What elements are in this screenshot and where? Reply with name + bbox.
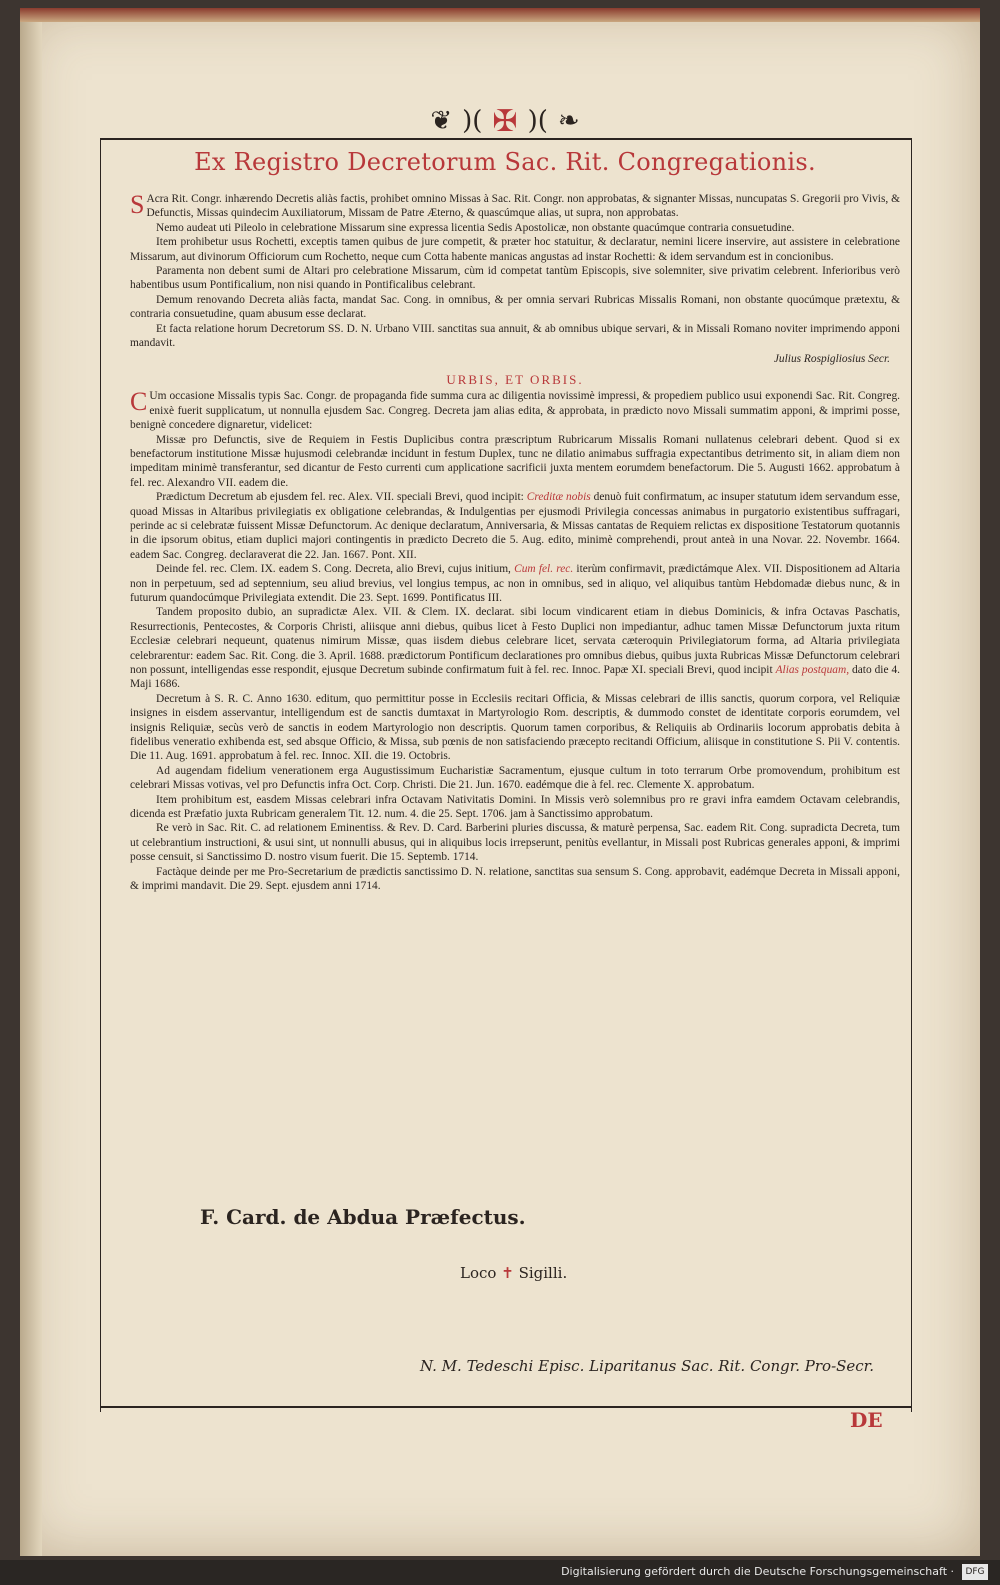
paragraph: Et facta relatione horum Decretorum SS. D. N. Urbano VIII. sanctitas sua annuit, & ab omnibus ubique servari, & in Missali Romano noviter imprimendo apponi mandavit. — [130, 322, 900, 350]
drop-cap: S — [130, 190, 145, 219]
frame-bottom-rule — [100, 1406, 912, 1408]
page-edge — [20, 8, 42, 1556]
paragraph: Nemo audeat uti Pileolo in celebratione Missarum sine expressa licentia Sedis Apostolicæ, non obstante quacúmque contraria consuetudine. — [156, 221, 795, 234]
paragraph: Tandem proposito dubio, an supradictæ Alex. VII. & Clem. IX. declarat. sibi locum vindicarent etiam in diebus Dominicis, & infra Octavas Paschatis, Resurrectionis, Pentecostes, & Corporis Christi, aliisque anni diebus, quibus licet à Festo Duplici non impediantur, adhuc tamen Missæ Defunctorum juxta ritum Ecclesiæ celebrari nequeunt, quatenus nimirum Missæ, quas iisdem diebus celebrare licet, servata cæteroquin Privilegiatorum forma, ad Altaria privilegiata celebrarentur: eadem Sac. Rit. Cong. die 3. April. 1688. prædictorum Pontificum declarationes pro omnibus diebus, quibus juxta Rubricas Missæ Defunctorum celebrari non possunt, intelligendas esse respondit, ejusque Decretum subinde confirmatum fuit à fel. rec. Innoc. Papæ XI. speciali Brevi, quod incipit Alias postquam, dato die 4. Maji 1686. — [130, 606, 900, 691]
paragraph: C Um occasione Missalis typis Sac. Congr. de propaganda fide summa cura ac diligentia novissimè impressi, & propediem publico usui exponendi Sac. Rit. Congreg. enixè fuerit supplicatum, ut nonnulla ejusdem Sac. Congreg. Decreta jam alias edita, & approbata, in prædicto novo Missali summatim apponi, & imprimi posse, benignè concedere dignaretur, videlicet: — [130, 387, 900, 432]
scroll-ornament-icon: ❦ — [430, 106, 453, 136]
section-heading: URBIS, ET ORBIS. — [446, 371, 584, 387]
signature: Julius Rospigliosius Secr. — [773, 353, 890, 366]
footer-bar — [0, 1560, 1000, 1585]
paragraph: Decretum à S. R. C. Anno 1630. editum, quo permittitur posse in Ecclesiis recitari Officia, & Missas celebrari de illis sanctis, quorum corpora, vel Reliquiæ insignes in eisdem asservantur, intelligendum est de sanctis dumtaxat in Martyrologio Rom. descriptis, & dummodo constet de identitate corporis eorumdem, vel insignis Reliquiæ, secùs verò de sanctis in eodem Martyrologio non descriptis. Quorum tamen corporibus, & Reliquiis ab Ordinariis locorum approbatis debita à fidelibus veneratio exhibenda est, sed absque Officio, & Missa, sub pœnis de non satisfaciendo præcepto recitandi Officium, aliisque in constitutione S. Pii V. contentis. Die 11. Aug. 1691. approbatum à fel. rec. Innoc. XII. die 19. Octobris. — [130, 692, 900, 763]
dfg-logo: DFG — [962, 1564, 988, 1580]
paragraph: Item prohibetur usus Rochetti, exceptis tamen quibus de jure competit, & præter hoc statuitur, & declaratur, nemini licere inservire, aut assistere in celebratione Missarum, aut divinorum Officiorum cum Rochetto, neque cum Cotta habente manicas angustas ad instar Rochetti: & idem servandum est in concionibus. — [130, 236, 900, 263]
cross-ornament-icon: ✠ — [492, 103, 518, 139]
cross-icon: ✝ — [501, 1264, 514, 1282]
library-stamp: DE — [850, 1408, 883, 1432]
paragraph: Paramenta non debent sumi de Altari pro celebratione Missarum, cùm id competat tantùm Episcopis, sive solemniter, sive privatim celebrent. Inferioribus verò habentibus usum Pontificalium, non nisi quando in Pontificalibus celebrant. — [130, 265, 900, 292]
top-edge — [20, 8, 980, 22]
paragraph: Demum renovando Decreta aliàs facta, mandat Sac. Cong. in omnibus, & per omnia servari Rubricas Missalis Romani, non obstante quocúmque prætextu, & contraria consuetudine, quam abusum esse declarat. — [130, 293, 900, 321]
header-ornament: ❦ )( ✠ )( ❧ — [430, 103, 580, 139]
paragraph: Factàque deinde per me Pro-Secretarium de prædictis sanctissimo D. N. relatione, sanctitas sua sensum S. Cong. approbavit, eadémque Decreta in Missali apponi, & imprimi mandavit. Die 29. Sept. ejusdem anni 1714. — [130, 865, 900, 893]
paragraph: Re verò in Sac. Rit. C. ad relationem Eminentiss. & Rev. D. Card. Barberini pluries discussa, & maturè perpensa, Sac. eadem Rit. Cong. supradicta Decreta, tum ut celebrantium instructioni, & usui sint, ut nonnulli abusus, qui in aliquibus locis irrepserunt, penitùs evellantur, in Missali post Rubricas generales apponi, & imprimi posse censuit, si Sanctissimo D. nostro visum fuerit. Die 15. Septemb. 1714. — [130, 822, 900, 864]
paragraph: Prædictum Decretum ab ejusdem fel. rec. Alex. VII. speciali Brevi, quod incipit: Creditæ nobis denuò fuit confirmatum, ac insuper statutum idem servandum esse, quoad Missas in Altaribus privilegiatis ex obligatione celebrandas, & Indulgentias per ejusmodi Privilegia concessas animabus in purgatorio existentibus suffragari, perinde ac si celebratæ fuissent Missæ Defunctorum. Ac denique declaratum, Anniversaria, & Missas cantatas de Requiem relictas ex dispositione Testatorum quotannis in die ipsorum obitus, etiam duplici majori contingentis in prædicto Decreto die 5. Aug. edito, minimè comprehendi, prout anteà in una Novar. 22. Novembr. 1664. eadem Sac. Congreg. declaraverat die 22. Jan. 1667. Pont. XII. — [130, 491, 900, 561]
rubric-incipit: Cum fel. rec. — [514, 563, 574, 576]
paragraph: Missæ pro Defunctis, sive de Requiem in Festis Duplicibus contra præscriptum Rubricarum Missalis Romani nullatenus celebrari debent. Quod si ex benefactorum institutione Missæ hujusmodi celebrandæ incidunt in festum Duplex, tunc ne dilatio animabus suffragia expectantibus detrimento sit, in aliam diem non impeditam minimè transferantur, sed dicantur de Festo currenti cum applicatione sacrificii juxta mentem eorumdem benefactorum. Die 5. Augusti 1662. approbatum à fel. rec. Alexandro VII. eadem die. — [130, 433, 900, 489]
rubric-incipit: Alias postquam, — [775, 664, 850, 676]
paragraph: Ad augendam fidelium venerationem erga Augustissimum Eucharistiæ Sacramentum, ejusque cultum in toto terrarum Orbe promovendum, prohibitum est celebrari Missas votivas, vel pro Defunctis infra Oct. Corp. Christi. Die 21. Jun. 1670. eadémque die à fel. rec. Clemente X. approbatum. — [130, 764, 900, 792]
paragraph: Item prohibitum est, easdem Missas celebrari infra Octavam Nativitatis Domini. In Missis verò solemnibus pro re gravi infra eamdem Octavam celebrandis, dicenda est Præfatio juxta Rubricam generalem Tit. 12. num. 4. die 25. Sept. 1706. jam à Sanctissimo approbatum. — [130, 793, 900, 821]
footer-credit: Digitalisierung gefördert durch die Deutsche Forschungsgemeinschaft · — [561, 1565, 954, 1578]
scroll-ornament-icon: ❧ — [557, 106, 580, 136]
drop-cap: C — [130, 387, 148, 417]
paragraph: S Acra Rit. Congr. inhærendo Decretis aliàs factis, prohibet omnino Missas à Sac. Rit. Congr. non approbatas, & signanter Missas, nuncupatas S. Gregorii pro Vivis, & Defunctis, Missas quindecim Auxiliatorum, Missam de Patre Æterno, & quascúmque alias, ut supra, non approbatas. — [130, 190, 900, 220]
prefect-signature: F. Card. de Abdua Præfectus. — [200, 1205, 526, 1229]
seal-line: Loco ✝ Sigilli. — [460, 1264, 568, 1282]
document-body — [130, 192, 900, 894]
secretary-signature: N. M. Tedeschi Episc. Liparitanus Sac. Rit. Congr. Pro-Secr. — [420, 1357, 874, 1375]
page-title: Ex Registro Decretorum Sac. Rit. Congregationis. — [194, 148, 816, 176]
rubric-incipit: Creditæ nobis — [526, 491, 591, 504]
paragraph: Deinde fel. rec. Clem. IX. eadem S. Cong. Decreta, alio Brevi, cujus initium, Cum fel. rec. iterùm confirmavit, prædictámque Alex. VII. Dispositionem ad Altaria non in perpetuum, sed ad septennium, seu aliud brevius, vel longius tempus, ac non in omnibus, sed in aliquo, vel aliquibus tantùm Hebdomadæ diebus nunc, & in futurum quandocúmque Privilegiata extendit. Die 23. Sept. 1699. Pontificatus III. — [130, 563, 900, 604]
